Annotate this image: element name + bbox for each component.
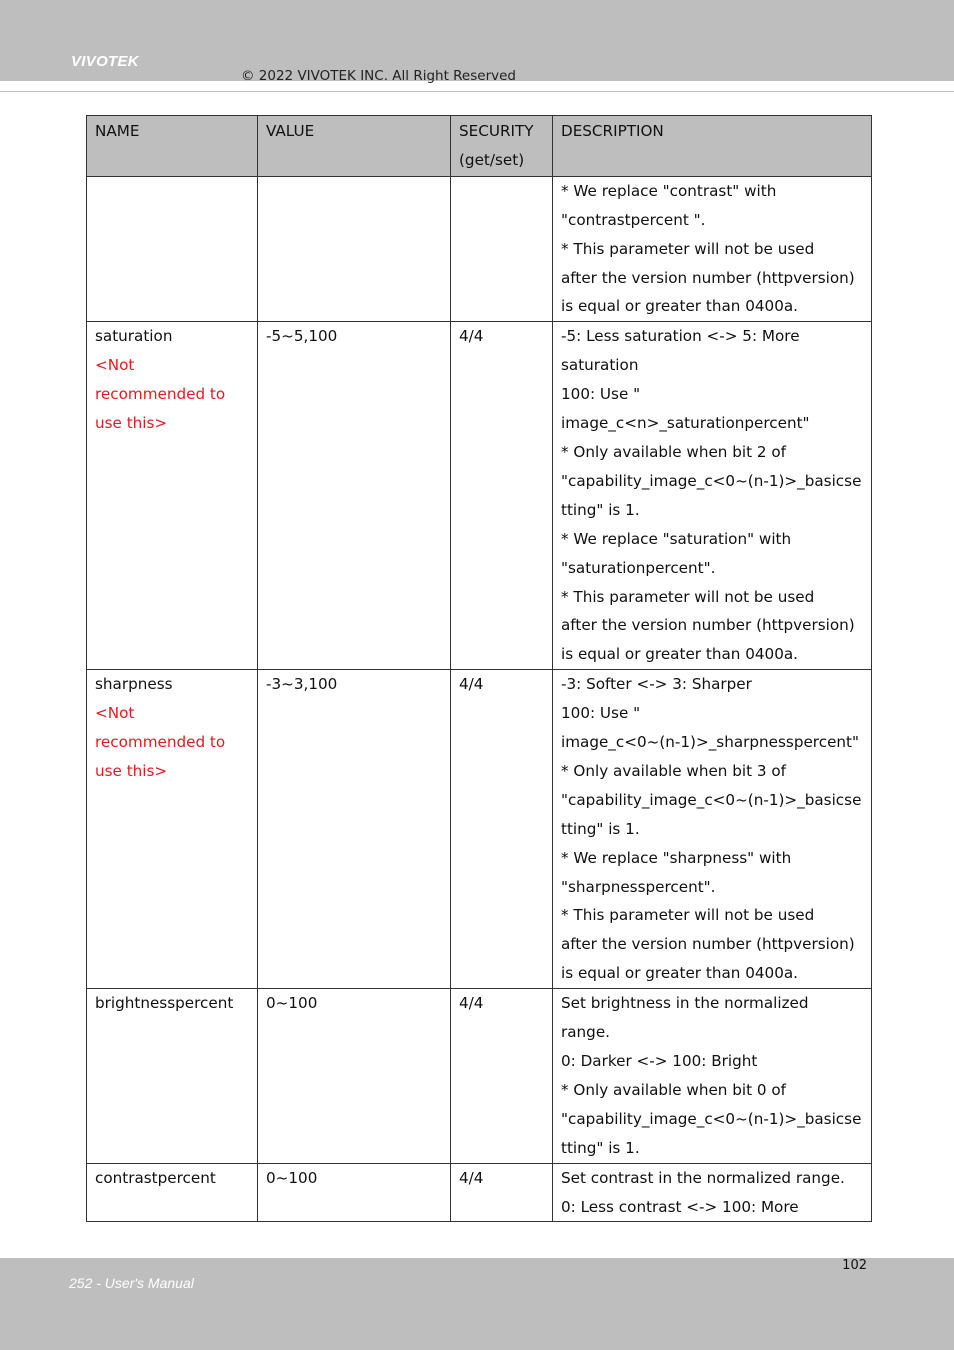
parameter-name: sharpness bbox=[95, 675, 173, 694]
description-line: -3: Softer <-> 3: Sharper bbox=[561, 675, 752, 694]
column-header-name: NAME bbox=[87, 116, 258, 177]
description-line: Set brightness in the normalized bbox=[561, 994, 809, 1013]
description-line: 100: Use " bbox=[561, 704, 641, 723]
column-header-value: VALUE bbox=[258, 116, 451, 177]
description-line: "capability_image_c<0~(n-1)>_basicse bbox=[561, 471, 862, 490]
description-line: after the version number (httpversion) bbox=[561, 268, 855, 287]
description-line: "capability_image_c<0~(n-1)>_basicse bbox=[561, 790, 862, 809]
copyright-text: © 2022 VIVOTEK INC. All Right Reserved bbox=[241, 68, 516, 84]
description-line: * We replace "contrast" with bbox=[561, 181, 777, 200]
description-line: * This parameter will not be used bbox=[561, 239, 815, 258]
manual-label: 252 - User's Manual bbox=[69, 1275, 194, 1291]
cell-security: 4/4 bbox=[451, 989, 553, 1163]
brand-logo: VIVOTEK bbox=[71, 53, 139, 70]
description-line: 0: Less contrast <-> 100: More bbox=[561, 1197, 799, 1216]
description-line: is equal or greater than 0400a. bbox=[561, 964, 798, 983]
description-line: 100: Use " bbox=[561, 385, 641, 404]
page-number: 102 bbox=[842, 1258, 867, 1273]
not-recommended-note: recommended to bbox=[95, 733, 226, 752]
table-body bbox=[87, 176, 872, 1222]
cell-description bbox=[553, 322, 872, 670]
description-line: "saturationpercent". bbox=[561, 558, 716, 577]
not-recommended-note: use this> bbox=[95, 414, 168, 433]
cell-name bbox=[87, 670, 258, 989]
description-line: * This parameter will not be used bbox=[561, 587, 815, 606]
description-line: * Only available when bit 3 of bbox=[561, 761, 787, 780]
description-line: saturation bbox=[561, 356, 639, 375]
description-line: "capability_image_c<0~(n-1)>_basicse bbox=[561, 1109, 862, 1128]
not-recommended-note: <Not bbox=[95, 704, 135, 723]
description-line: after the version number (httpversion) bbox=[561, 935, 855, 954]
cell-name bbox=[87, 176, 258, 322]
cell-security bbox=[451, 176, 553, 322]
description-line: tting" is 1. bbox=[561, 500, 640, 519]
description-line: is equal or greater than 0400a. bbox=[561, 645, 798, 664]
description-line: * We replace "saturation" with bbox=[561, 529, 792, 548]
description-line: tting" is 1. bbox=[561, 1138, 640, 1157]
table-row bbox=[87, 670, 872, 989]
cell-value: 0~100 bbox=[258, 989, 451, 1163]
not-recommended-note: use this> bbox=[95, 761, 168, 780]
cell-name bbox=[87, 322, 258, 670]
table-row bbox=[87, 1163, 872, 1222]
cell-security: 4/4 bbox=[451, 1163, 553, 1222]
cell-description bbox=[553, 989, 872, 1163]
not-recommended-note: <Not bbox=[95, 356, 135, 375]
parameter-name: brightnesspercent bbox=[95, 994, 234, 1013]
description-line: tting" is 1. bbox=[561, 819, 640, 838]
cell-security: 4/4 bbox=[451, 670, 553, 989]
cell-value bbox=[258, 176, 451, 322]
description-line: * This parameter will not be used bbox=[561, 906, 815, 925]
description-line: -5: Less saturation <-> 5: More bbox=[561, 327, 800, 346]
description-line: * We replace "sharpness" with bbox=[561, 848, 792, 867]
cell-value: -5~5,100 bbox=[258, 322, 451, 670]
description-line: * Only available when bit 2 of bbox=[561, 442, 787, 461]
parameter-name: saturation bbox=[95, 327, 173, 346]
description-line: range. bbox=[561, 1023, 610, 1042]
cell-security: 4/4 bbox=[451, 322, 553, 670]
description-line: after the version number (httpversion) bbox=[561, 616, 855, 635]
cell-value: 0~100 bbox=[258, 1163, 451, 1222]
description-line: "contrastpercent ". bbox=[561, 210, 706, 229]
cell-name bbox=[87, 1163, 258, 1222]
footer-band bbox=[0, 1258, 954, 1350]
column-header-security bbox=[451, 116, 553, 177]
table-row bbox=[87, 989, 872, 1163]
description-line: * Only available when bit 0 of bbox=[561, 1080, 787, 1099]
parameter-table bbox=[86, 115, 872, 1222]
cell-description bbox=[553, 176, 872, 322]
column-header-security-line: SECURITY bbox=[459, 122, 534, 140]
cell-description bbox=[553, 1163, 872, 1222]
header-divider bbox=[0, 91, 954, 92]
table-header-row bbox=[87, 116, 872, 177]
description-line: Set contrast in the normalized range. bbox=[561, 1168, 845, 1187]
parameter-name: contrastpercent bbox=[95, 1168, 216, 1187]
column-header-security-line: (get/set) bbox=[459, 150, 525, 169]
cell-name bbox=[87, 989, 258, 1163]
description-line: "sharpnesspercent". bbox=[561, 877, 716, 896]
description-line: 0: Darker <-> 100: Bright bbox=[561, 1052, 758, 1070]
description-line: image_c<0~(n-1)>_sharpnesspercent" bbox=[561, 733, 859, 752]
table-row bbox=[87, 176, 872, 322]
cell-description bbox=[553, 670, 872, 989]
not-recommended-note: recommended to bbox=[95, 385, 226, 404]
cell-value: -3~3,100 bbox=[258, 670, 451, 989]
description-line: is equal or greater than 0400a. bbox=[561, 297, 798, 316]
description-line: image_c<n>_saturationpercent" bbox=[561, 414, 810, 433]
column-header-description: DESCRIPTION bbox=[553, 116, 872, 177]
table-row bbox=[87, 322, 872, 670]
